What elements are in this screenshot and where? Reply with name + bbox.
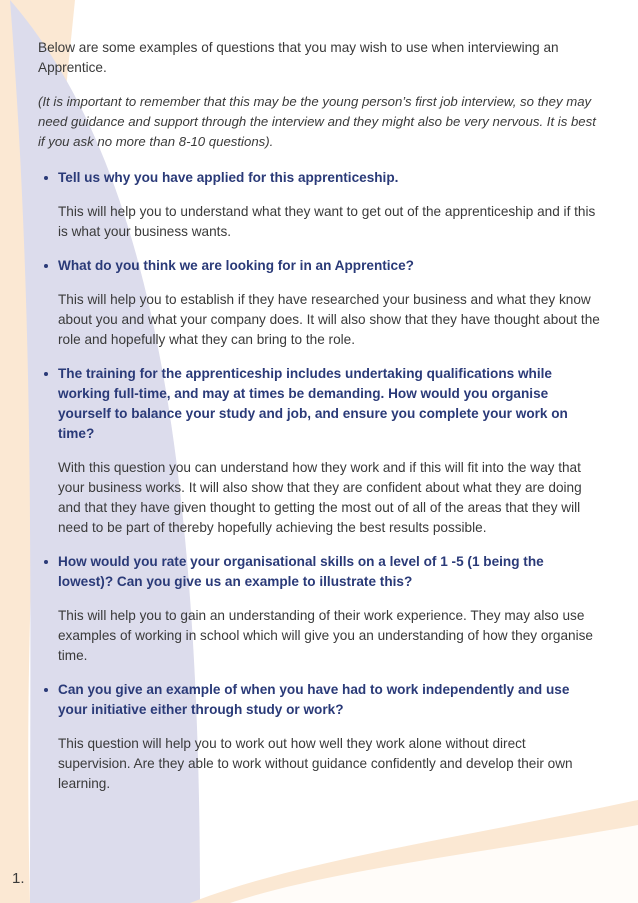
page-content: [38, 38, 600, 808]
question-text: How would you rate your organisational skills on a level of 1 -5 (1 being the lowest)? Can you give us an example to illustrate this?: [58, 554, 544, 589]
question-list: [38, 168, 600, 794]
note-text: (It is important to remember that this may be the young person’s first job interview, so they may need guidance and support through the interview and they might also be very nervous. It is best if you ask no more than 8-10 questions).: [38, 94, 596, 149]
answer-text: With this question you can understand how they work and if this will fit into the way that your business works. It will also show that they are confident about what they are doing and that they have given thought to getting the most out of all of the areas that they will need to be part of thereby hopefully achieving the best results possible.: [58, 460, 582, 535]
answer-text: This will help you to establish if they have researched your business and what they know about you and what your company does. It will also show that they have thought about the role and hopefully what they can bring to the role.: [58, 292, 600, 347]
intro-text: Below are some examples of questions that you may wish to use when interviewing an Apprentice.: [38, 40, 559, 75]
bullet-icon: [44, 264, 48, 268]
list-item: [38, 552, 600, 666]
answer-text: This will help you to gain an understanding of their work experience. They may also use examples of working in school which will give you an understanding of how they organise time.: [58, 608, 593, 663]
bullet-icon: [44, 372, 48, 376]
bullet-icon: [44, 176, 48, 180]
question-text: What do you think we are looking for in an Apprentice?: [58, 258, 414, 273]
list-item: [38, 364, 600, 538]
list-item: [38, 680, 600, 794]
page-number: 1.: [12, 870, 25, 887]
question-text: The training for the apprenticeship includes undertaking qualifications while working full-time, and may at times be demanding. How would you organise yourself to balance your study and job, and ensure you complete your work on time?: [58, 366, 568, 441]
list-item: [38, 256, 600, 350]
answer-text: This question will help you to work out how well they work alone without direct supervision. Are they able to work without guidance confidently and develop their own learning.: [58, 736, 573, 791]
question-text: Can you give an example of when you have had to work independently and use your initiative either through study or work?: [58, 682, 570, 717]
bullet-icon: [44, 560, 48, 564]
question-text: Tell us why you have applied for this apprenticeship.: [58, 170, 399, 185]
white-gap-bottom: [230, 825, 638, 903]
list-item: [38, 168, 600, 242]
bullet-icon: [44, 688, 48, 692]
answer-text: This will help you to understand what they want to get out of the apprenticeship and if this is what your business wants.: [58, 204, 596, 239]
